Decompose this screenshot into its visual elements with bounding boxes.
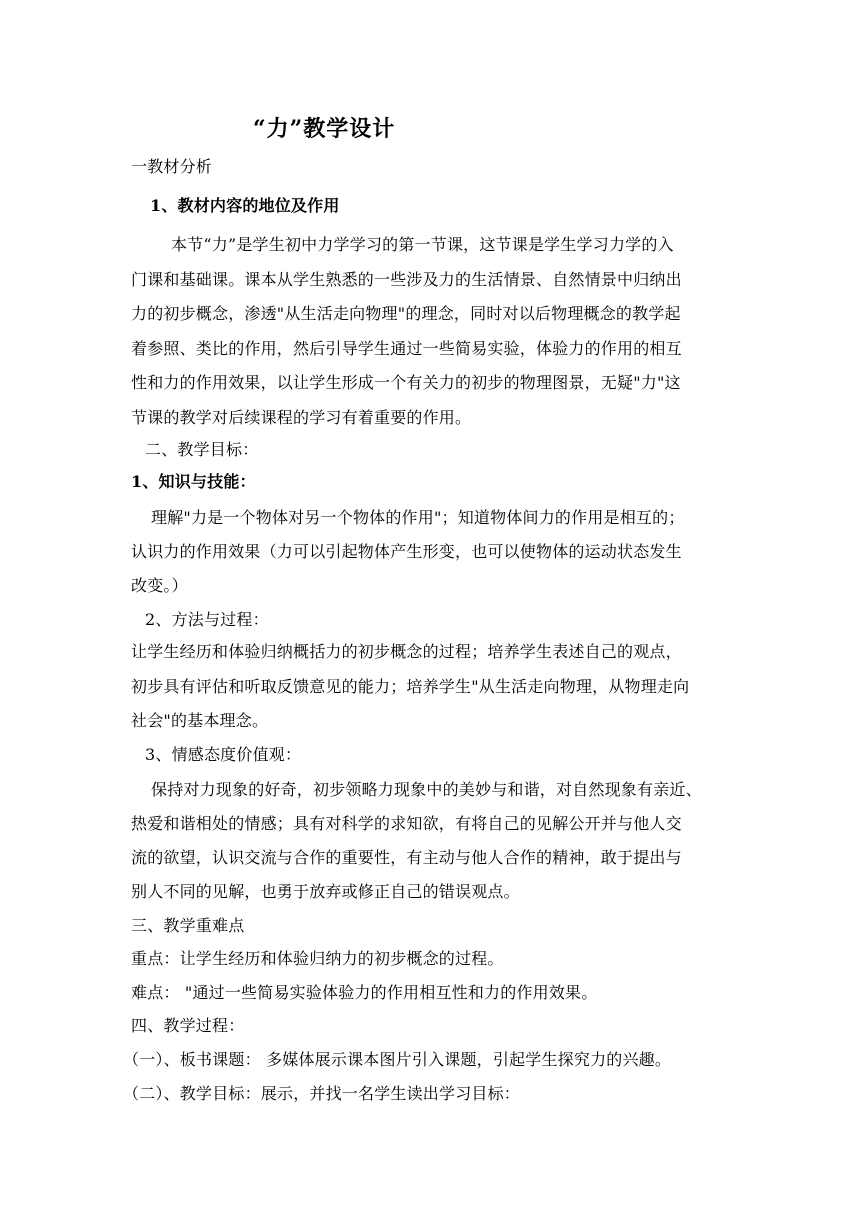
paragraph-line: 流的欲望，认识交流与合作的重要性，有主动与他人合作的精神，敢于提出与 <box>131 848 682 867</box>
paragraph-line: 性和力的作用效果，以让学生形成一个有关力的初步的物理图景，无疑"力"这 <box>131 373 681 392</box>
paragraph-line: 理解"力是一个物体对另一个物体的作用"；知道物体间力的作用是相互的； <box>151 508 685 527</box>
paragraph-line: 本节“力”是学生初中力学学习的第一节课，这节课是学生学习力学的入 <box>171 235 674 254</box>
paragraph-line: 别人不同的见解，也勇于放弃或修正自己的错误观点。 <box>131 882 520 901</box>
section-heading-textbook-analysis: 一教材分析 <box>131 157 213 176</box>
paragraph-line: 保持对力现象的好奇，初步领略力现象中的美妙与和谐，对自然现象有亲近、 <box>151 780 702 799</box>
subheading-emotion-values: 3、情感态度价值观： <box>145 745 302 764</box>
paragraph-line: 门课和基础课。课本从学生熟悉的一些涉及力的生活情景、自然情景中归纳出 <box>131 270 682 289</box>
paragraph-line: 热爱和谐相处的情感；具有对科学的求知欲，有将自己的见解公开并与他人交 <box>131 814 682 833</box>
document-title: “力”教学设计 <box>253 116 396 142</box>
paragraph-line: 着参照、类比的作用，然后引导学生通过一些简易实验，体验力的作用的相互 <box>131 339 682 358</box>
subheading-method-process: 2、方法与过程： <box>145 610 269 629</box>
subheading-knowledge-skills: 1、知识与技能： <box>131 472 256 491</box>
paragraph-line: 初步具有评估和听取反馈意见的能力；培养学生"从生活走向物理，从物理走向 <box>131 677 690 696</box>
section-heading-key-difficult: 三、教学重难点 <box>131 916 245 935</box>
section-heading-teaching-goals: 二、教学目标： <box>145 440 259 459</box>
paragraph-line: 节课的教学对后续课程的学习有着重要的作用。 <box>131 408 472 427</box>
section-heading-teaching-process: 四、教学过程： <box>131 1016 245 1035</box>
subheading-position-and-role: 1、教材内容的地位及作用 <box>150 196 340 215</box>
paragraph-line: 力的初步概念，渗透"从生活走向物理"的理念，同时对以后物理概念的教学起 <box>131 304 681 323</box>
paragraph-line: 社会"的基本理念。 <box>131 711 269 730</box>
paragraph-line: 让学生经历和体验归纳概括力的初步概念的过程；培养学生表述自己的观点， <box>131 642 682 661</box>
difficult-point-line: 难点： "通过一些简易实验体验力的作用相互性和力的作用效果。 <box>131 983 598 1002</box>
process-step-1: （一）、板书课题： 多媒体展示课本图片引入课题，引起学生探究力的兴趣。 <box>123 1050 672 1069</box>
process-step-2: （二）、教学目标：展示，并找一名学生读出学习目标： <box>123 1084 521 1103</box>
key-point-line: 重点：让学生经历和体验归纳力的初步概念的过程。 <box>131 949 504 968</box>
paragraph-line: 认识力的作用效果（力可以引起物体产生形变，也可以使物体的运动状态发生 <box>131 542 682 561</box>
paragraph-line: 改变。） <box>131 576 188 595</box>
